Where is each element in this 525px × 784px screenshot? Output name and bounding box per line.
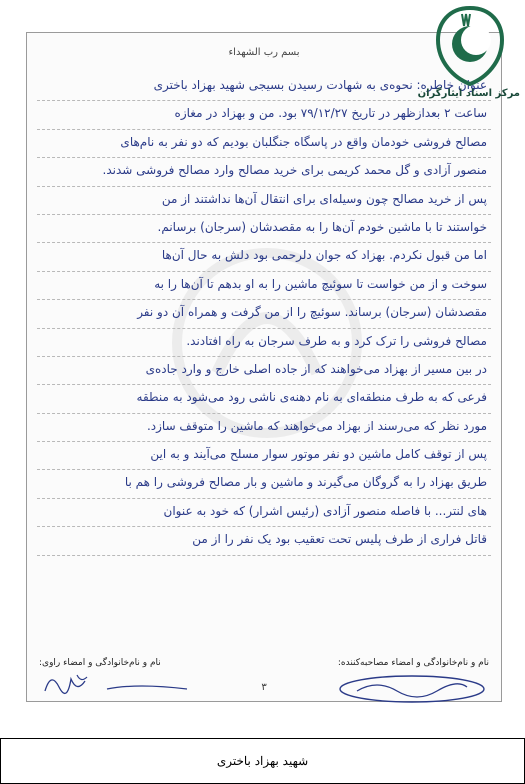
logo-emblem-icon xyxy=(420,4,520,88)
page-number: ۳ xyxy=(261,682,267,693)
text-line: منصور آزادی و گل محمد کریمی برای خرید مصالح وارد مصالح فروشی شدند. xyxy=(37,158,491,186)
text-line: قاتل فراری از طرف پلیس تحت تعقیب بود یک نفر را از من xyxy=(37,527,491,555)
handwritten-text xyxy=(37,73,491,653)
text-line: مقصدشان (سرجان) برساند. سوئیچ را از من گرفت و همراه آن دو نفر xyxy=(37,300,491,328)
text-line: مصالح فروشی خودمان واقع در پاسگاه جنگلبان بودیم که دو نفر به نام‌های xyxy=(37,130,491,158)
text-line: پس از توقف کامل ماشین دو نفر موتور سوار مسلح می‌آیند و به این xyxy=(37,442,491,470)
document-header: بسم رب الشهداء xyxy=(228,47,300,58)
text-line: اما من قبول نکردم. بهزاد که جوان دلرحمی بود دلش به حال آن‌ها xyxy=(37,243,491,271)
text-line: پس از خرید مصالح چون وسیله‌ای برای انتقال آن‌ها نداشتند از من xyxy=(37,187,491,215)
text-line: در بین مسیر از بهزاد می‌خواهند که از جاده اصلی خارج و وارد جاده‌ی xyxy=(37,357,491,385)
text-line: مورد نظر که می‌رسند از بهزاد می‌خواهند که ماشین را متوقف سازد. xyxy=(37,414,491,442)
logo-text: مرکز اسناد ایثارگران xyxy=(417,88,520,99)
text-line: خواستند تا با ماشین خودم آن‌ها را به مقصدشان (سرجان) برسانم. xyxy=(37,215,491,243)
text-line: ساعت ۲ بعدازظهر در تاریخ ۷۹/۱۲/۲۷ بود. من و بهزاد در مغازه xyxy=(37,101,491,129)
text-line: فرعی که به طرف منطقه‌ای به نام دهنه‌ی ناشی رود می‌شود به منطقه xyxy=(37,385,491,413)
caption-text: شهید بهزاد باختری xyxy=(216,754,309,768)
text-line: سوخت و از من خواست تا سوئیچ ماشین را به او بدهم تا آن‌ها را به xyxy=(37,272,491,300)
text-line: مصالح فروشی را ترک کرد و به طرف سرجان به راه افتادند. xyxy=(37,329,491,357)
narrator-label: نام و نام‌خانوادگی و امضاء راوی: xyxy=(39,658,161,668)
text-line: طریق بهزاد را به گروگان می‌گیرند و ماشین و بار مصالح فروشی را هم با xyxy=(37,470,491,498)
interviewer-label: نام و نام‌خانوادگی و امضاء مصاحبه‌کننده: xyxy=(337,658,489,668)
text-line: های لنتر... با فاصله منصور آزادی (رئیس اشرار) که خود به عنوان xyxy=(37,499,491,527)
document-page xyxy=(26,32,502,702)
archive-logo xyxy=(417,4,520,114)
image-caption xyxy=(0,738,525,784)
text-line: عنوان خاطره: نحوه‌ی به شهادت رسیدن بسیجی شهید بهزاد باختری xyxy=(37,73,491,101)
